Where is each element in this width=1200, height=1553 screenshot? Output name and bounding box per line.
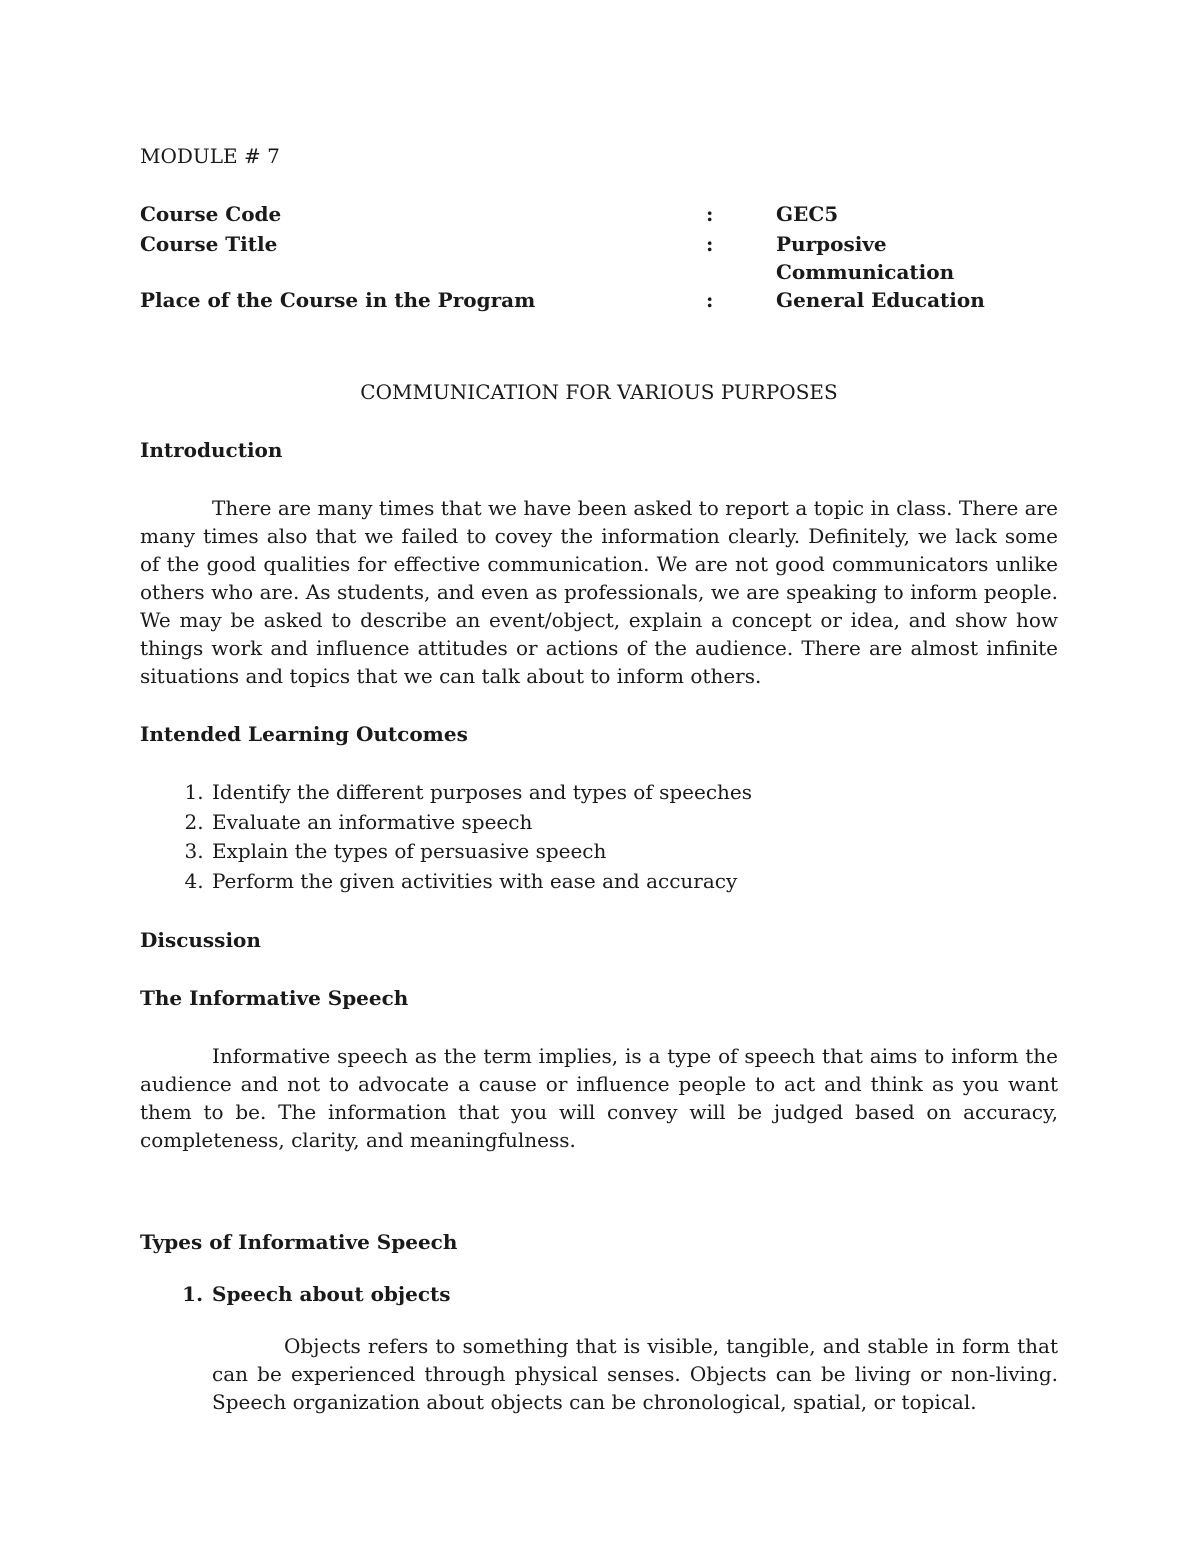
introduction-paragraph: There are many times that we have been asked to report a topic in class. There are many times also that we failed to covey the information clearly. Definitely, we lack some of the good qualities for effective communication. We are not good communicators unlike others who are. As students, and even as professionals, we are speaking to inform people. We may be asked to describe an event/object, explain a concept or idea, and show how things work and influence attitudes or actions of the audience. There are almost infinite situations and topics that we can talk about to inform others. bbox=[140, 496, 1058, 688]
outcomes-list bbox=[140, 778, 1058, 896]
outcome-item: 3. Explain the types of persuasive speech bbox=[210, 837, 1058, 867]
outcome-item: 2. Evaluate an informative speech bbox=[210, 808, 1058, 838]
discussion-heading: Discussion bbox=[140, 928, 261, 952]
course-info-value: Purposive Communication bbox=[776, 232, 955, 284]
course-info-colon: : bbox=[706, 232, 714, 256]
types-list bbox=[140, 1280, 1058, 1416]
type-item-title: 1. Speech about objects bbox=[212, 1282, 451, 1306]
module-number: MODULE # 7 bbox=[140, 144, 280, 168]
course-info-row bbox=[140, 200, 1058, 230]
course-info-table bbox=[140, 200, 1058, 316]
outcome-item: 1. Identify the different purposes and types of speeches bbox=[210, 778, 1058, 808]
course-info-value: General Education bbox=[776, 288, 985, 312]
course-info-label: Place of the Course in the Program bbox=[140, 288, 536, 312]
course-info-colon: : bbox=[706, 202, 714, 226]
outcome-item: 4. Perform the given activities with ease and accuracy bbox=[210, 867, 1058, 897]
outcomes-heading: Intended Learning Outcomes bbox=[140, 722, 468, 746]
type-item bbox=[210, 1280, 1058, 1416]
course-info-row bbox=[140, 230, 1058, 286]
course-info-row bbox=[140, 286, 1058, 316]
page-content bbox=[140, 142, 1058, 1416]
course-info-value: GEC5 bbox=[776, 202, 839, 226]
informative-speech-paragraph: Informative speech as the term implies, is a type of speech that aims to inform the audience and not to advocate a cause or influence people to act and think as you want them to be. The information that you will convey will be judged based on accuracy, completeness, clarity, and meaningfulness. bbox=[140, 1044, 1058, 1152]
course-info-label: Course Code bbox=[140, 202, 282, 226]
course-info-colon: : bbox=[706, 288, 714, 312]
document-title: COMMUNICATION FOR VARIOUS PURPOSES bbox=[360, 380, 838, 404]
type-item-paragraph: Objects refers to something that is visible, tangible, and stable in form that can be experienced through physical senses. Objects can be living or non-living. Speech organization about objects can be chronological, spatial, or topical. bbox=[212, 1334, 1058, 1414]
informative-speech-heading: The Informative Speech bbox=[140, 986, 409, 1010]
introduction-heading: Introduction bbox=[140, 438, 283, 462]
course-info-label: Course Title bbox=[140, 232, 278, 256]
types-heading: Types of Informative Speech bbox=[140, 1230, 458, 1254]
